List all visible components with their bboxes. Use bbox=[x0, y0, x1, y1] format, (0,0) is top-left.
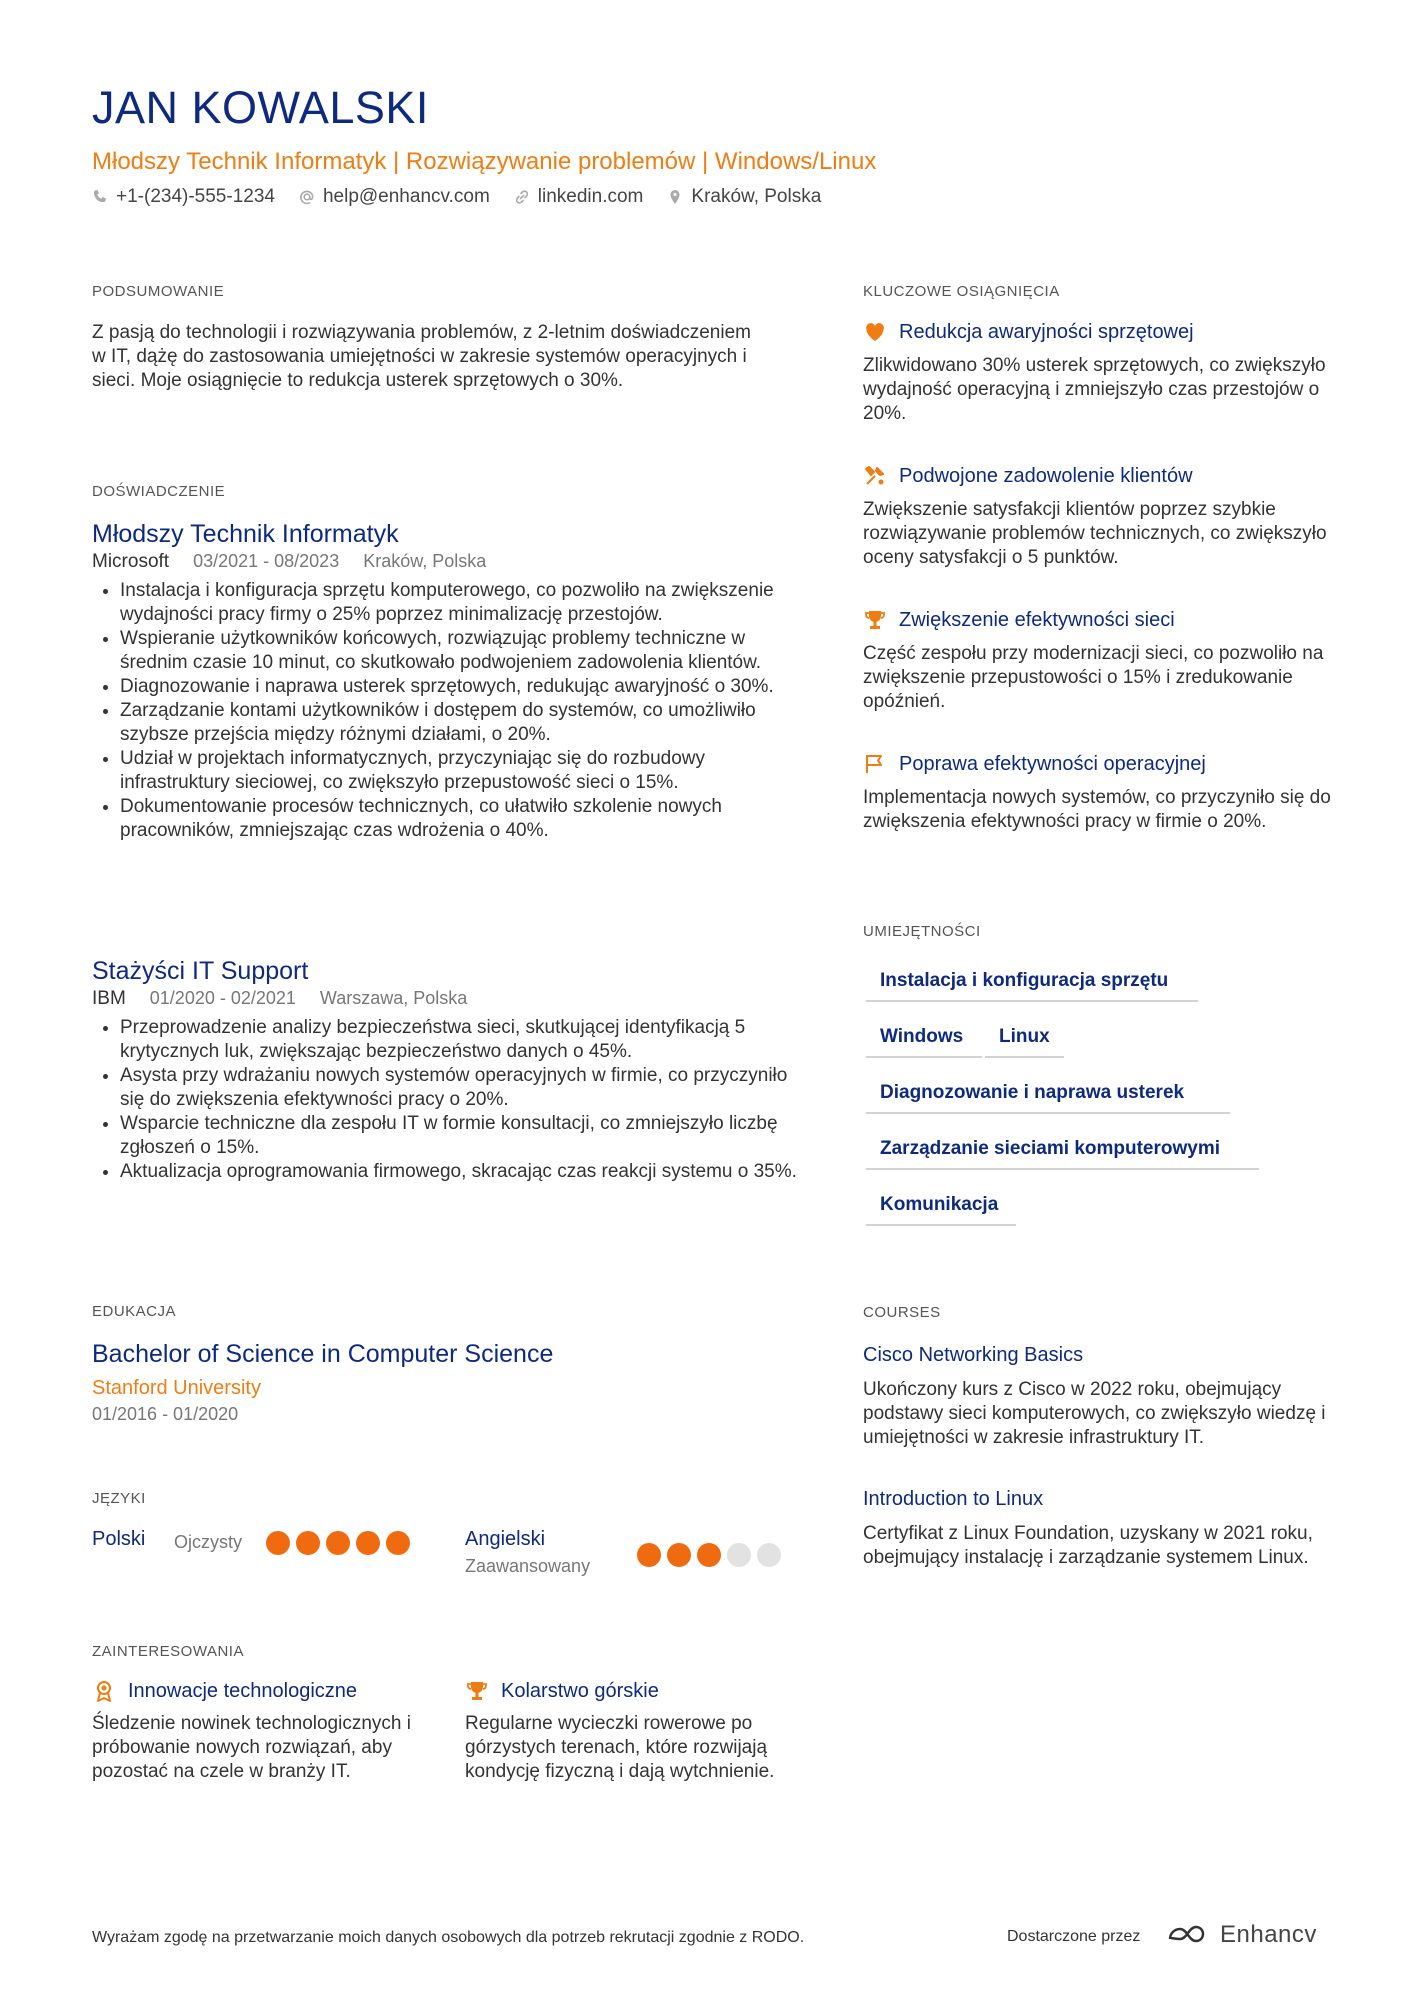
language-name: Angielski bbox=[465, 1528, 546, 1550]
experience-section-title: DOŚWIADCZENIE bbox=[92, 483, 226, 500]
achievement-title bbox=[863, 320, 1194, 344]
flag-icon bbox=[863, 752, 887, 776]
skill-tag: Diagnozowanie i naprawa usterek bbox=[866, 1082, 1230, 1114]
achievement-description: Implementacja nowych systemów, co przyczyniło się do zwiększenia efektywności pracy w firmie o 20%. bbox=[863, 787, 1331, 832]
heart-icon bbox=[863, 320, 887, 344]
achievement-title bbox=[863, 464, 1193, 488]
gdpr-consent: Wyrażam zgodę na przetwarzanie moich danych osobowych dla potrzeb rekrutacji zgodnie z RODO. bbox=[92, 1929, 805, 1946]
courses-section-title: COURSES bbox=[863, 1304, 941, 1321]
job-dates: 03/2021 - 08/2023 bbox=[193, 551, 340, 571]
candidate-name: JAN KOWALSKI bbox=[92, 82, 429, 133]
course-title: Cisco Networking Basics bbox=[863, 1344, 1084, 1366]
interest-title-text: Innowacje technologiczne bbox=[128, 1679, 358, 1702]
interest-title-text: Kolarstwo górskie bbox=[501, 1679, 659, 1702]
rating-dot bbox=[697, 1543, 721, 1567]
job-role: Stażyści IT Support bbox=[92, 957, 309, 985]
job-meta bbox=[92, 988, 792, 1010]
job-dates: 01/2020 - 02/2021 bbox=[149, 988, 296, 1008]
language-name: Polski bbox=[92, 1528, 146, 1550]
award-icon bbox=[92, 1679, 116, 1703]
location-text: Kraków, Polska bbox=[691, 186, 822, 207]
rating-dot bbox=[326, 1531, 350, 1555]
job-location: Warszawa, Polska bbox=[319, 988, 468, 1008]
job-bullet: • Dokumentowanie procesów technicznych, co ułatwiło szkolenie nowych pracowników, zmniejszając czas wdrożenia o 40%. bbox=[120, 795, 800, 843]
job-role: Młodszy Technik Informatyk bbox=[92, 520, 399, 548]
contact-phone[interactable] bbox=[92, 186, 275, 208]
job-company: IBM bbox=[92, 988, 126, 1009]
achievement-description: Zlikwidowano 30% usterek sprzętowych, co zwiększyło wydajność operacyjną i zmniejszyło czas przestojów o 20%. bbox=[863, 355, 1326, 424]
job-bullet: • Instalacja i konfiguracja sprzętu komputerowego, co pozwoliło na zwiększenie wydajności pracy firmy o 25% poprzez minimalizację przestojów. bbox=[120, 579, 800, 627]
language-level: Ojczysty bbox=[174, 1532, 243, 1552]
job-company: Microsoft bbox=[92, 551, 170, 572]
contact-location bbox=[667, 186, 821, 208]
skill-tag: Zarządzanie sieciami komputerowymi bbox=[866, 1138, 1259, 1170]
achievement-title-text: Redukcja awaryjności sprzętowej bbox=[899, 320, 1194, 343]
powered-by-label: Dostarczone przez bbox=[1007, 1928, 1141, 1945]
skill-tag: Windows bbox=[866, 1026, 982, 1058]
at-icon bbox=[299, 189, 315, 205]
rating-dot bbox=[296, 1531, 320, 1555]
job-bullet: • Asysta przy wdrażaniu nowych systemów operacyjnych w firmie, co przyczyniło się do zwiększenia efektywności pracy o 20%. bbox=[120, 1064, 800, 1112]
rating-dot bbox=[386, 1531, 410, 1555]
course-description: Ukończony kurs z Cisco w 2022 roku, obejmujący podstawy sieci komputerowych, co zwiększyło wiedzę i umiejętności w zakresie infrastruktury IT. bbox=[863, 1379, 1326, 1448]
linkedin-text: linkedin.com bbox=[537, 186, 644, 207]
link-icon bbox=[514, 189, 530, 205]
job-bullet: • Wsparcie techniczne dla zespołu IT w formie konsultacji, co zmniejszyło liczbę zgłoszeń o 15%. bbox=[120, 1112, 800, 1160]
education-section-title: EDUKACJA bbox=[92, 1303, 177, 1320]
tools-icon bbox=[863, 464, 887, 488]
trophy-icon bbox=[465, 1679, 489, 1703]
achievements-section-title: KLUCZOWE OSIĄGNIĘCIA bbox=[863, 283, 1060, 300]
job-bullet: • Wspieranie użytkowników końcowych, rozwiązując problemy techniczne w średnim czasie 10 minut, co skutkowało podwojeniem zadowolenia klientów. bbox=[120, 627, 800, 675]
job-meta bbox=[92, 551, 792, 573]
achievement-title-text: Podwojone zadowolenie klientów bbox=[899, 464, 1193, 487]
languages-section-title: JĘZYKI bbox=[92, 1490, 146, 1507]
job-bullet: • Udział w projektach informatycznych, przyczyniając się do rozbudowy infrastruktury sieciowej, co zwiększyło przepustowość sieci o 15%. bbox=[120, 747, 800, 795]
location-pin-icon bbox=[667, 189, 683, 205]
course-title: Introduction to Linux bbox=[863, 1488, 1044, 1510]
job-bullet: • Zarządzanie kontami użytkowników i dostępem do systemów, co umożliwiło szybsze przejścia między różnymi działami, o 20%. bbox=[120, 699, 800, 747]
course-description: Certyfikat z Linux Foundation, uzyskany w 2021 roku, obejmujący instalację i zarządzanie systemem Linux. bbox=[863, 1523, 1313, 1568]
language-rating bbox=[266, 1531, 410, 1555]
interest-description: Śledzenie nowinek technologicznych i próbowanie nowych rozwiązań, aby pozostać na czele w branży IT. bbox=[92, 1713, 411, 1782]
language-level: Zaawansowany bbox=[465, 1556, 591, 1576]
rating-dot bbox=[266, 1531, 290, 1555]
achievement-title-text: Zwiększenie efektywności sieci bbox=[899, 608, 1175, 631]
contact-bar bbox=[92, 186, 821, 208]
skill-tag: Instalacja i konfiguracja sprzętu bbox=[866, 970, 1198, 1002]
interest-title bbox=[92, 1679, 357, 1703]
interest-title bbox=[465, 1679, 659, 1703]
achievement-title-text: Poprawa efektywności operacyjnej bbox=[899, 752, 1206, 775]
job-bullet: • Przeprowadzenie analizy bezpieczeństwa sieci, skutkującej identyfikacją 5 krytycznych luk, zwiększając bezpieczeństwo danych o 45%. bbox=[120, 1016, 800, 1064]
job-bullet: • Diagnozowanie i naprawa usterek sprzętowych, redukując awaryjność o 30%. bbox=[120, 675, 800, 699]
phone-text: +1-(234)-555-1234 bbox=[116, 186, 275, 207]
skills-section-title: UMIEJĘTNOŚCI bbox=[863, 923, 981, 940]
summary-text: Z pasją do technologii i rozwiązywania problemów, z 2-letnim doświadczeniem w IT, dążę do zastosowania umiejętności w zakresie systemów operacyjnych i sieci. Moje osiągnięcie to redukcja usterek sprzętowych o 30%. bbox=[92, 322, 751, 391]
interests-section-title: ZAINTERESOWANIA bbox=[92, 1643, 244, 1660]
language-rating bbox=[637, 1543, 781, 1567]
job-bullets bbox=[92, 579, 800, 843]
skill-tag: Linux bbox=[985, 1026, 1064, 1058]
achievement-title bbox=[863, 752, 1206, 776]
phone-icon bbox=[92, 189, 108, 205]
achievement-description: Część zespołu przy modernizacji sieci, co pozwoliło na zwiększenie przepustowości o 15% i zredukowanie opóźnień. bbox=[863, 643, 1324, 712]
rating-dot bbox=[637, 1543, 661, 1567]
skill-tag: Komunikacja bbox=[866, 1194, 1016, 1226]
job-bullets bbox=[92, 1016, 800, 1184]
job-entry bbox=[92, 957, 797, 1184]
job-bullet: • Aktualizacja oprogramowania firmowego, skracając czas reakcji systemu o 35%. bbox=[120, 1160, 800, 1184]
job-entry bbox=[92, 520, 792, 843]
summary-section-title: PODSUMOWANIE bbox=[92, 283, 225, 300]
email-text: help@enhancv.com bbox=[322, 186, 490, 207]
headline: Młodszy Technik Informatyk | Rozwiązywanie problemów | Windows/Linux bbox=[92, 148, 877, 175]
enhancv-logo-text: Enhancv bbox=[1220, 1921, 1317, 1948]
enhancv-logo[interactable] bbox=[1166, 1921, 1317, 1949]
trophy-icon bbox=[863, 608, 887, 632]
interest-description: Regularne wycieczki rowerowe po górzystych terenach, które rozwijają kondycję fizyczną i dają wytchnienie. bbox=[465, 1713, 775, 1782]
contact-linkedin[interactable] bbox=[514, 186, 644, 208]
degree-title: Bachelor of Science in Computer Science bbox=[92, 1340, 554, 1368]
achievement-title bbox=[863, 608, 1175, 632]
job-location: Kraków, Polska bbox=[363, 551, 487, 571]
rating-dot bbox=[727, 1543, 751, 1567]
rating-dot bbox=[356, 1531, 380, 1555]
rating-dot bbox=[667, 1543, 691, 1567]
school-name: Stanford University bbox=[92, 1377, 261, 1399]
enhancv-logo-icon bbox=[1166, 1921, 1212, 1949]
education-dates: 01/2016 - 01/2020 bbox=[92, 1404, 239, 1424]
achievement-description: Zwiększenie satysfakcji klientów poprzez szybkie rozwiązywanie problemów technicznych, co zwiększyło oceny satysfakcji o 5 punktów. bbox=[863, 499, 1327, 568]
contact-email[interactable] bbox=[299, 186, 490, 208]
rating-dot bbox=[757, 1543, 781, 1567]
